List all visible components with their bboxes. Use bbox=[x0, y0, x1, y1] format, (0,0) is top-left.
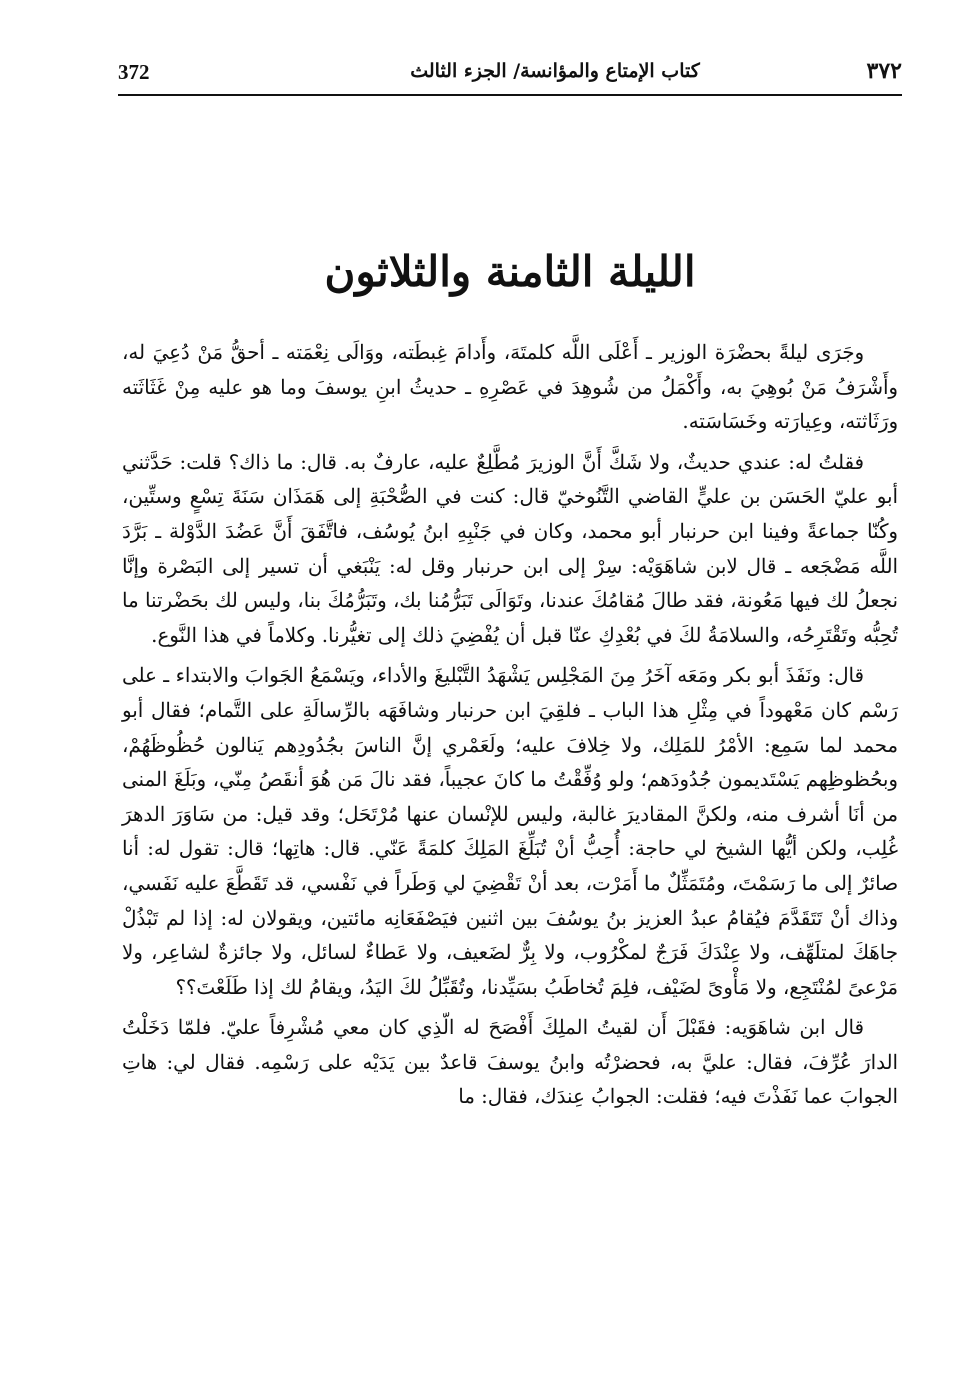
paragraph: وجَرَى ليلةً بحضْرَة الوزير ـ أَعْلَى اللَّه كلمتَهَ، وأَدامَ غِبطَته، ووَالَى نِعْمَته ـ أحقُّ مَنْ دُعِيَ له، وأَشْرَفُ مَنْ بُوهِيَ به، وأَكْمَلُ من شُوهِدَ في عَصْرِهِ ـ حديثُ ابنِ يوسفَ وما هو عليه مِنْ غَثَاثَته ورَثَاثته، وعِيارَته وخَسَاسَته. bbox=[122, 341, 898, 434]
paragraph: قال ابن شاهَوَيه: فقَبْلَ أَن لقيتُ الملِكَ أَفْصَحَ له الّذِي كان معي مُشْرِفاً عليّ. فلمّا دَخَلْتُ الدارَ عُرِّفَ، فقال: عليَّ به، فحضرْتُه وابنُ يوسفَ قاعدٌ بين يَدَيْه على رَسْمِه. فقال لي: هاتِ الجوابَ عما نَفَذْتَ فيه؛ فقلت: الجوابُ عِندَك، فقال: ما bbox=[122, 1016, 898, 1109]
chapter-title: الليلة الثامنة والثلاثون bbox=[324, 247, 696, 296]
page-number-arabic: ٣٧٢ bbox=[866, 58, 902, 84]
body-text bbox=[122, 336, 898, 1115]
paragraph: فقلتُ له: عندي حديثٌ، ولا شَكَّ أَنَّ الوزيرَ مُطَّلِعٌ عليه، عارفٌ به. قال: ما ذاك؟ قلت: حَدَّثني أبو عليّ الحَسَن بن عليٍّ القاضي التَّنُوخيّ قال: كنت في الصُّحْبَةِ إلى هَمَذَان سَنَةَ تِسْعٍ وستِّين، وكُنّا جماعةً وفينا ابن حرنبار أبو محمد، وكان في جَنْبِهِ ابنُ يُوسُف، فاتَّفَقَ أَنَّ عَضُدَ الدَّوْلة ـ بَرَّدَ اللَّه مَضْجَعه ـ قال لابن شاهَوَيْه: سِرْ إلى ابن حرنبار وقل له: يَنْبَغي أن تسير إلى البَصْرة وإنَّا نجعلُ لك فيها مَعُونة، فقد طالَ مُقامُكَ عندنا، وتَوَالَى تَبَرُّمُنا بك، وتَبَرُّمُكَ بنا، وليس لك بحَضْرتنا ما تُحِبُّه وتَقْتَرِحُه، والسلامَةُ لكَ في بُعْدِكِ عنّا قبل أن يُفْضِيَ ذلك إلى تغيُّرنا. وكلاماً في هذا النَّوع. bbox=[122, 450, 898, 647]
page-header bbox=[118, 52, 902, 96]
page-number-latin: 372 bbox=[118, 60, 150, 84]
running-title: كتاب الإمتاع والمؤانسة/ الجزء الثالث bbox=[410, 60, 700, 82]
header-rule bbox=[118, 94, 902, 96]
paragraph: قال: ونَفَذَ أبو بكر ومَعَه آخَرُ مِنَ المَجْلِس يَشْهَدُ التَّبْليغَ والأداء، ويَسْمَعُ الجَوابَ والابتداء ـ على رَسْم كان مَعْهوداً في مِثْلِ هذا الباب ـ فلقِيَ ابن حرنبار وشافَهَه بالرِّسالَةِ على التَّمام؛ فقال أبو محمد لما سَمِع: الأمْرُ للمَلِك، ولا خِلافَ عليه؛ ولَعَمْري إنَّ الناسَ بجُدُودِهم يَنالون حُظُوظَهُمْ، وبحُظوظِهم يَسْتَديمون جُدُودَهم؛ ولو وُفِّقْتُ ما كانَ عجيباً، فقد نالَ مَن هُوَ أنقَصُ مِنّي، وبَلَغَ المنى من أنَا أشرف منه، ولكنَّ المقاديرَ غالبة، وليس للإنْسان عنها مُرْتَحَل؛ وقد قيل: من سَاوَرَ الدهرَ غُلِب، ولكن أيُّها الشيخ لي حاجة: أُحِبُّ أنْ تُبَلِّغَ المَلِكَ كلمَةً عَنّي. قال: هاتِها؛ قال: تقول له: أنا صائرٌ إلى ما رَسَمْتَ، ومُتَمَثِّلٌ ما أَمَرْت، بعد أنْ تَقْضِيَ لي وَطَراً في نَفْسي، قد تَقَطَّعَ عليه نَفَسي، وذاك أنْ تَتَقَدَّمَ فيُقامُ عبدُ العزيز بنُ يوسُفَ بين اثنين فيَصْفَعَانِه مائتين، ويقولان له: إذا لم تَبْذُلْ جاهَكَ لمتلَهِّف، ولا عِنْدَكَ فَرَجٌ لمكْرُوب، ولا بِرٌّ لضَعيف، ولا عَطاءٌ لسائل، ولا جائزةٌ لشاعِر، ولا مَرْعىً لمُنْتَجِع، ولا مَأْوىً لضَيْف، فلِمَ تُخاطَبُ بسَيِّدنا، وتُقَبِّلُ لكَ اليَدُ، ويقامُ لك إذا طَلَعْتَ؟؟ bbox=[122, 664, 898, 999]
